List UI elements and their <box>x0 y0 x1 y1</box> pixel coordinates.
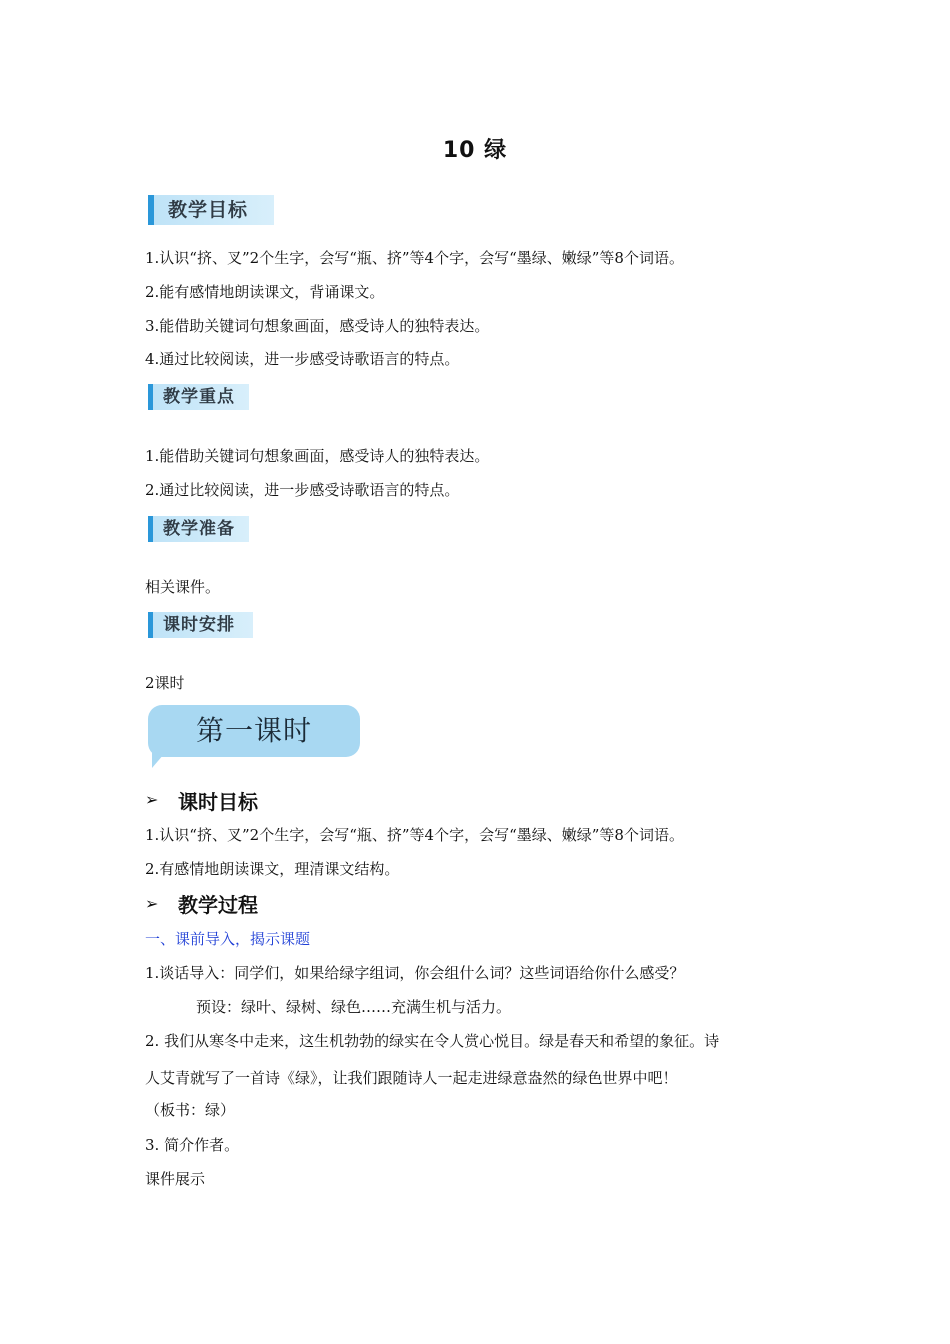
step-line: （板书：绿） <box>145 1101 236 1119</box>
step-line: 人艾青就写了一首诗《绿》，让我们跟随诗人一起走进绿意盎然的绿色世界中吧！ <box>145 1069 678 1087</box>
step-title: 一、课前导入，揭示课题 <box>145 930 311 948</box>
section-tag-preparation: 教学准备 <box>148 516 249 542</box>
key-point-item: 1.能借助关键词句想象画面，感受诗人的独特表达。 <box>145 447 490 465</box>
step-line: 3. 简介作者。 <box>145 1136 240 1154</box>
step-line: 2. 我们从寒冬中走来，这生机勃勃的绿实在令人赏心悦目。绿是春天和希望的象征。诗 <box>145 1032 720 1050</box>
lesson-goal-item: 2.有感情地朗读课文，理清课文结构。 <box>145 860 400 878</box>
arrow-icon: ➢ <box>145 894 159 913</box>
lesson-bubble: 第一课时 <box>148 705 360 757</box>
lesson-goals-heading: 课时目标 <box>178 790 258 814</box>
lesson-goal-item: 1.认识“挤、叉”2个生字，会写“瓶、挤”等4个字，会写“墨绿、嫩绿”等8个词语。 <box>145 826 684 844</box>
process-heading: 教学过程 <box>178 893 258 917</box>
section-tag-key-points: 教学重点 <box>148 384 249 410</box>
step-line: 1.谈话导入：同学们，如果给绿字组词，你会组什么词？这些词语给你什么感受？ <box>145 964 685 982</box>
preparation-text: 相关课件。 <box>145 578 221 596</box>
step-line: 课件展示 <box>145 1170 206 1188</box>
schedule-text: 2课时 <box>145 674 185 692</box>
goal-item: 1.认识“挤、叉”2个生字，会写“瓶、挤”等4个字，会写“墨绿、嫩绿”等8个词语。 <box>145 249 684 267</box>
step-line: 预设：绿叶、绿树、绿色……充满生机与活力。 <box>196 998 512 1016</box>
goal-item: 3.能借助关键词句想象画面，感受诗人的独特表达。 <box>145 317 490 335</box>
goal-item: 2.能有感情地朗读课文，背诵课文。 <box>145 283 385 301</box>
section-tag-schedule: 课时安排 <box>148 612 253 638</box>
arrow-icon: ➢ <box>145 790 159 809</box>
section-tag-goals: 教学目标 <box>148 195 274 225</box>
key-point-item: 2.通过比较阅读，进一步感受诗歌语言的特点。 <box>145 481 460 499</box>
goal-item: 4.通过比较阅读，进一步感受诗歌语言的特点。 <box>145 350 460 368</box>
page-title: 10 绿 <box>442 138 508 163</box>
